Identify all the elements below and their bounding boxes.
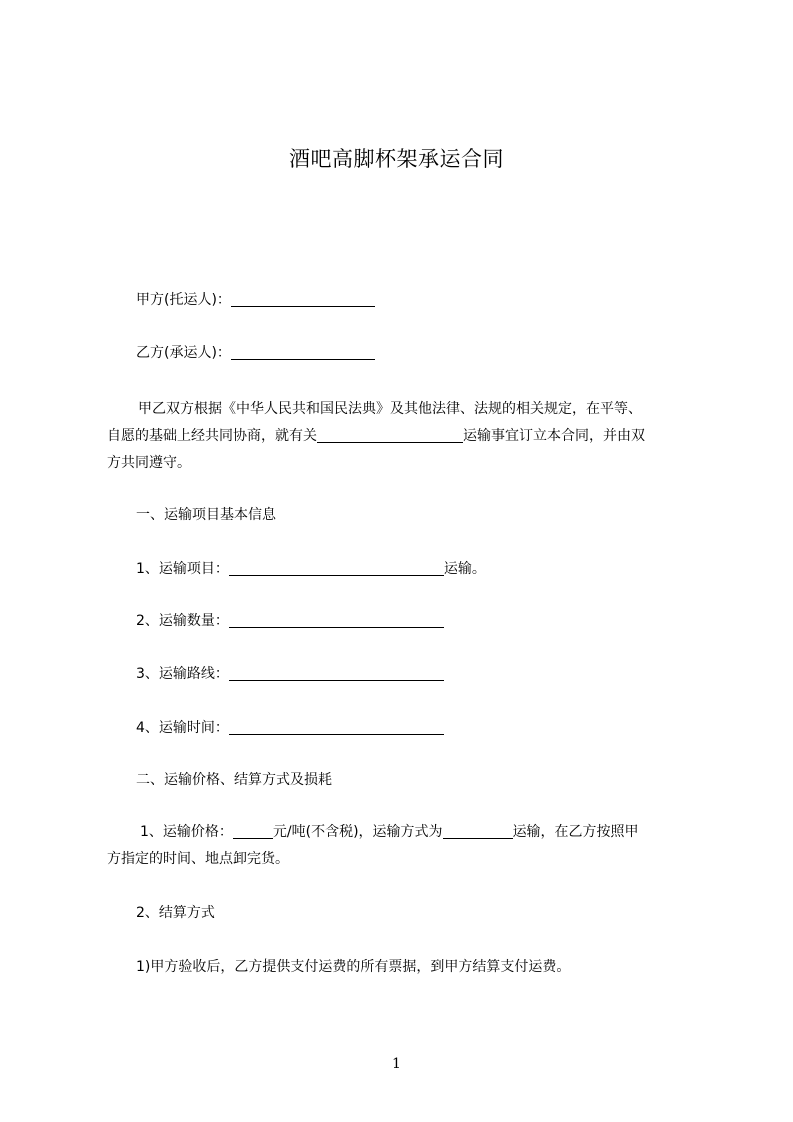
- price-blank: [233, 824, 273, 839]
- transport-route-blank: [229, 666, 444, 681]
- transport-quantity-label: 2、运输数量：: [136, 613, 229, 629]
- party-a-blank: [231, 292, 375, 307]
- contract-title: 酒吧高脚杯架承运合同: [289, 147, 504, 171]
- preamble-line-1: 甲乙双方根据《中华人民共和国民法典》及其他法律、法规的相关规定，在平等、: [138, 401, 642, 417]
- settlement-item-1: 1)甲方验收后，乙方提供支付运费的所有票据，到甲方结算支付运费。: [136, 959, 571, 975]
- page-number: 1: [392, 1056, 401, 1072]
- transport-quantity-blank: [229, 613, 444, 628]
- section-2-heading: 二、运输价格、结算方式及损耗: [136, 772, 332, 788]
- preamble-line-2: [107, 423, 645, 450]
- transport-route-label: 3、运输路线：: [136, 666, 229, 682]
- transport-time-label: 4、运输时间：: [136, 720, 229, 736]
- preamble-line-3: 方共同遵守。: [107, 455, 191, 471]
- price-line-2: 方指定的时间、地点卸完货。: [107, 851, 289, 867]
- party-b-blank: [231, 345, 375, 360]
- transport-subject-blank: [317, 428, 463, 443]
- transport-item-line: [136, 556, 486, 583]
- transport-time-blank: [229, 720, 444, 735]
- transport-item-blank: [229, 561, 444, 576]
- section-1-heading: 一、运输项目基本信息: [136, 507, 276, 523]
- transport-mode-blank: [443, 824, 513, 839]
- transport-quantity-line: [136, 608, 444, 635]
- party-b-line: [136, 340, 375, 367]
- price-line-1: [140, 819, 639, 846]
- transport-item-label: 1、运输项目：: [136, 561, 229, 577]
- price-after: 运输，在乙方按照甲: [512, 824, 639, 840]
- price-unit: 元/吨(不含税)，运输方式为: [272, 824, 443, 840]
- transport-route-line: [136, 661, 444, 688]
- preamble-line-2-end: 运输事宜订立本合同，并由双: [463, 428, 645, 444]
- price-label: 1、运输价格：: [140, 824, 233, 840]
- transport-time-line: [136, 715, 444, 742]
- party-b-label: 乙方(承运人)：: [136, 345, 231, 361]
- party-a-line: [136, 287, 375, 314]
- settlement-heading: 2、结算方式: [136, 905, 215, 921]
- transport-item-suffix: 运输。: [443, 561, 486, 577]
- preamble-line-2-start: 自愿的基础上经共同协商，就有关: [107, 428, 317, 444]
- party-a-label: 甲方(托运人)：: [136, 292, 231, 308]
